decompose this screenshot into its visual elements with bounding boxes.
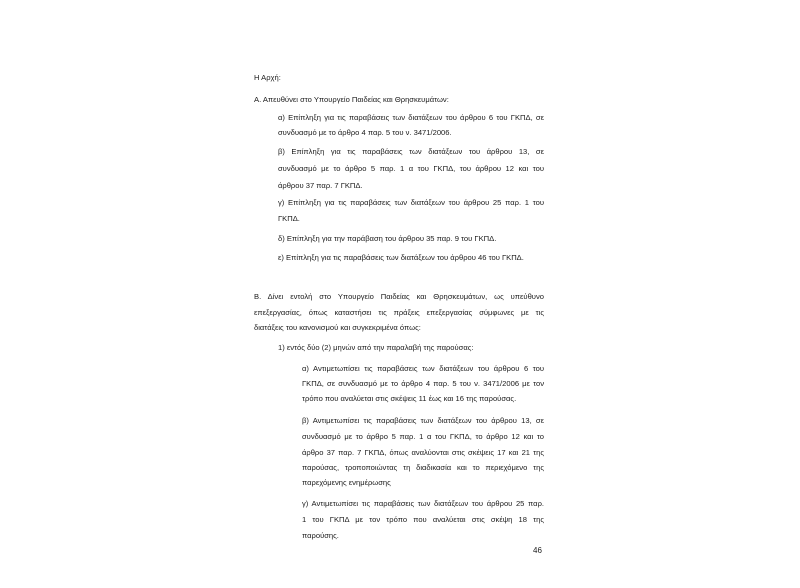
section-b-title-line-3: διατάξεις του κανονισμού και συγκεκριμένα όπως: bbox=[254, 323, 421, 332]
section-b-item-a-line-1: α) Αντιμετωπίσει τις παραβάσεις των διατάξεων του άρθρου 6 του bbox=[302, 364, 544, 373]
section-a-item-a-line-2: συνδυασμό με το άρθρο 4 παρ. 5 του ν. 3471/2006. bbox=[278, 128, 452, 137]
section-b-item-b-line-2: συνδυασμό με το άρθρο 5 παρ. 1 α του ΓΚΠΔ, το άρθρο 12 και το bbox=[302, 432, 544, 441]
section-a-item-b-line-3: άρθρου 37 παρ. 7 ΓΚΠΔ. bbox=[278, 181, 363, 190]
section-b-item-a-line-3: τρόπο που αναλύεται στις σκέψεις 11 έως και 16 της παρούσας. bbox=[302, 394, 517, 403]
section-b-item-b-line-1: β) Αντιμετωπίσει τις παραβάσεις των διατάξεων του άρθρου 13, σε bbox=[302, 416, 544, 425]
section-b-subheading: 1) εντός δύο (2) μηνών από την παραλαβή της παρούσας: bbox=[278, 343, 474, 352]
heading: Η Αρχή: bbox=[254, 73, 281, 82]
section-a-item-c-line-2: ΓΚΠΔ. bbox=[278, 214, 300, 223]
section-a-item-a-line-1: α) Επίπληξη για τις παραβάσεις των διατάξεων του άρθρου 6 του ΓΚΠΔ, σε bbox=[278, 113, 544, 122]
section-a-item-e: ε) Επίπληξη για τις παραβάσεις των διατάξεων του άρθρου 46 του ΓΚΠΔ. bbox=[278, 253, 524, 262]
section-a-item-b-line-1: β) Επίπληξη για τις παραβάσεις των διατάξεων του άρθρου 13, σε bbox=[278, 147, 544, 156]
section-a-title: Α. Απευθύνει στο Υπουργείο Παιδείας και Θρησκευμάτων: bbox=[254, 95, 449, 104]
section-b-title-line-1: Β. Δίνει εντολή στο Υπουργείο Παιδείας και Θρησκευμάτων, ως υπεύθυνο bbox=[254, 292, 544, 301]
section-a-item-b-line-2: συνδυασμό με το άρθρο 5 παρ. 1 α του ΓΚΠΔ, του άρθρου 12 και του bbox=[278, 164, 544, 173]
section-b-item-c-line-2: 1 του ΓΚΠΔ με τον τρόπο που αναλύεται στις σκέψη 18 της bbox=[302, 515, 544, 524]
page-number: 46 bbox=[533, 546, 542, 555]
section-a-item-d: δ) Επίπληξη για την παράβαση του άρθρου 35 παρ. 9 του ΓΚΠΔ. bbox=[278, 234, 497, 243]
section-b-item-c-line-1: γ) Αντιμετωπίσει τις παραβάσεις των διατάξεων του άρθρου 25 παρ. bbox=[302, 499, 544, 508]
section-a-item-c-line-1: γ) Επίπληξη για τις παραβάσεις των διατάξεων του άρθρου 25 παρ. 1 του bbox=[278, 198, 544, 207]
section-b-item-b-line-3: άρθρο 37 παρ. 7 ΓΚΠΔ, όπως αναλύονται στις σκέψεις 17 και 21 της bbox=[302, 448, 544, 457]
section-b-item-b-line-5: παρεχόμενης ενημέρωσης bbox=[302, 478, 391, 487]
section-b-item-a-line-2: ΓΚΠΔ, σε συνδυασμό με το άρθρο 4 παρ. 5 του ν. 3471/2006 με τον bbox=[302, 379, 544, 388]
section-b-item-c-line-3: παρούσης. bbox=[302, 531, 339, 540]
section-b-item-b-line-4: παρούσας, τροποποιώντας τη διαδικασία και το περιεχόμενο της bbox=[302, 463, 544, 472]
section-b-title-line-2: επεξεργασίας, όπως καταστήσει τις πράξεις επεξεργασίας σύμφωνες με τις bbox=[254, 308, 544, 317]
